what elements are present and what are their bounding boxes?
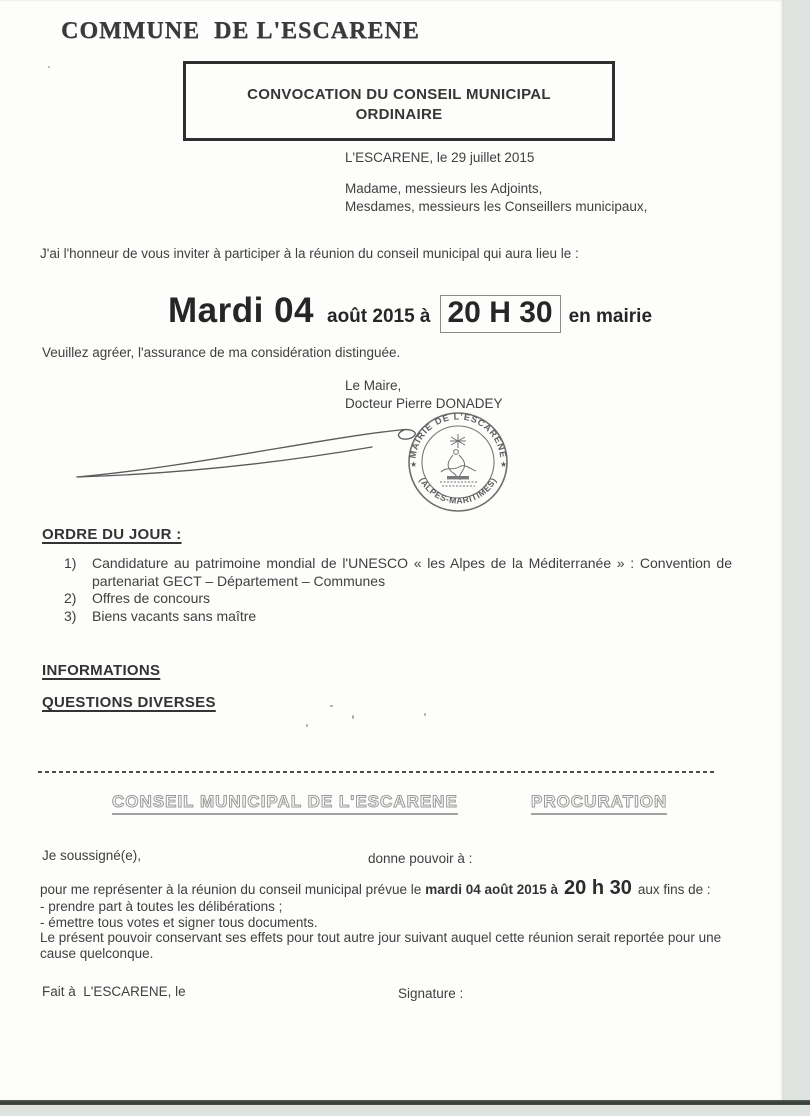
agenda-item-text: Biens vacants sans maître	[92, 607, 257, 624]
recipients-line2: Mesdames, messieurs les Conseillers municipaux,	[345, 198, 648, 214]
proxy-line-time: 20 h 30	[564, 877, 632, 899]
scan-speck	[48, 66, 50, 68]
dateline: L'ESCARENE, le 29 juillet 2015	[345, 150, 535, 165]
scan-speck	[306, 724, 308, 727]
seal-star-left: ★	[410, 460, 418, 469]
agenda-list	[64, 555, 732, 625]
proxy-header-procuration: PROCURATION	[531, 792, 667, 815]
proxy-header-conseil: CONSEIL MUNICIPAL DE L'ESCARENE	[112, 792, 458, 815]
closing-formula: Veuillez agréer, l'assurance de ma considération distinguée.	[42, 345, 401, 360]
proxy-gives-power: donne pouvoir à :	[368, 851, 473, 866]
signer-role: Le Maire,	[345, 378, 402, 393]
agenda-item-text: Candidature au patrimoine mondial de l'UNESCO « les Alpes de la Méditerranée » : Convention de partenariat GECT – Département – Communes	[92, 555, 732, 589]
signature-stroke	[70, 414, 430, 489]
agenda-item	[64, 555, 732, 590]
dashed-separator	[38, 771, 715, 773]
agenda-item	[64, 590, 732, 608]
meeting-day: Mardi 04	[168, 291, 314, 330]
questions-diverses-heading: QUESTIONS DIVERSES	[42, 694, 216, 711]
commune-letterhead: COMMUNE DE L'ESCARENE	[61, 18, 420, 44]
proxy-bullet-votes: - émettre tous votes et signer tous documents.	[40, 914, 318, 930]
proxy-undersigned: Je soussigné(e),	[42, 848, 142, 863]
informations-heading: INFORMATIONS	[42, 662, 161, 679]
intro-paragraph: J'ai l'honneur de vous inviter à participer à la réunion du conseil municipal qui aura lieu le :	[40, 246, 579, 261]
agenda-heading: ORDRE DU JOUR :	[42, 526, 182, 543]
proxy-line-pre: pour me représenter à la réunion du conseil municipal prévue le	[40, 882, 422, 897]
proxy-signature-label: Signature :	[398, 986, 464, 1001]
convocation-title-box	[183, 61, 615, 141]
proxy-bullet-deliberations: - prendre part à toutes les délibérations ;	[40, 899, 283, 914]
signer-name: Docteur Pierre DONADEY	[345, 395, 503, 411]
proxy-note: Le présent pouvoir conservant ses effets pour tout autre jour suivant auquel cette réunion serait reportée pour une cause quelconque.	[40, 930, 722, 961]
scan-speck	[352, 715, 354, 719]
meeting-date-line	[168, 291, 652, 333]
meeting-time-boxed: 20 H 30	[440, 295, 561, 333]
scan-speck	[424, 713, 426, 716]
agenda-item-number: 2)	[64, 590, 77, 606]
recipients	[345, 180, 647, 215]
seal-text-top: MAIRIE DE L'ESCARENE	[407, 411, 509, 460]
agenda-item-text: Offres de concours	[92, 590, 211, 606]
agenda-item	[64, 608, 732, 626]
proxy-line-date: mardi 04 août 2015 à	[425, 882, 559, 897]
meeting-place: en mairie	[568, 306, 653, 327]
proxy-meeting-line	[40, 877, 711, 900]
convocation-title-line1: CONVOCATION DU CONSEIL MUNICIPAL	[247, 85, 551, 103]
proxy-terms	[40, 899, 750, 961]
convocation-title-line2: ORDINAIRE	[355, 105, 443, 123]
seal-emblem-figure	[440, 434, 477, 486]
meeting-month-year: août 2015 à	[327, 306, 431, 327]
agenda-item-number: 1)	[64, 555, 77, 571]
agenda-item-number: 3)	[64, 607, 77, 624]
proxy-line-post: aux fins de :	[637, 882, 711, 897]
seal-text-bottom: (ALPES-MARITIMES)	[417, 475, 499, 506]
seal-star-right: ★	[500, 460, 508, 469]
proxy-done-at: Fait à L'ESCARENE, le	[42, 984, 186, 999]
recipients-line1: Madame, messieurs les Adjoints,	[345, 181, 543, 196]
paper-bottom-edge	[0, 1100, 810, 1105]
scan-speck	[330, 705, 333, 707]
